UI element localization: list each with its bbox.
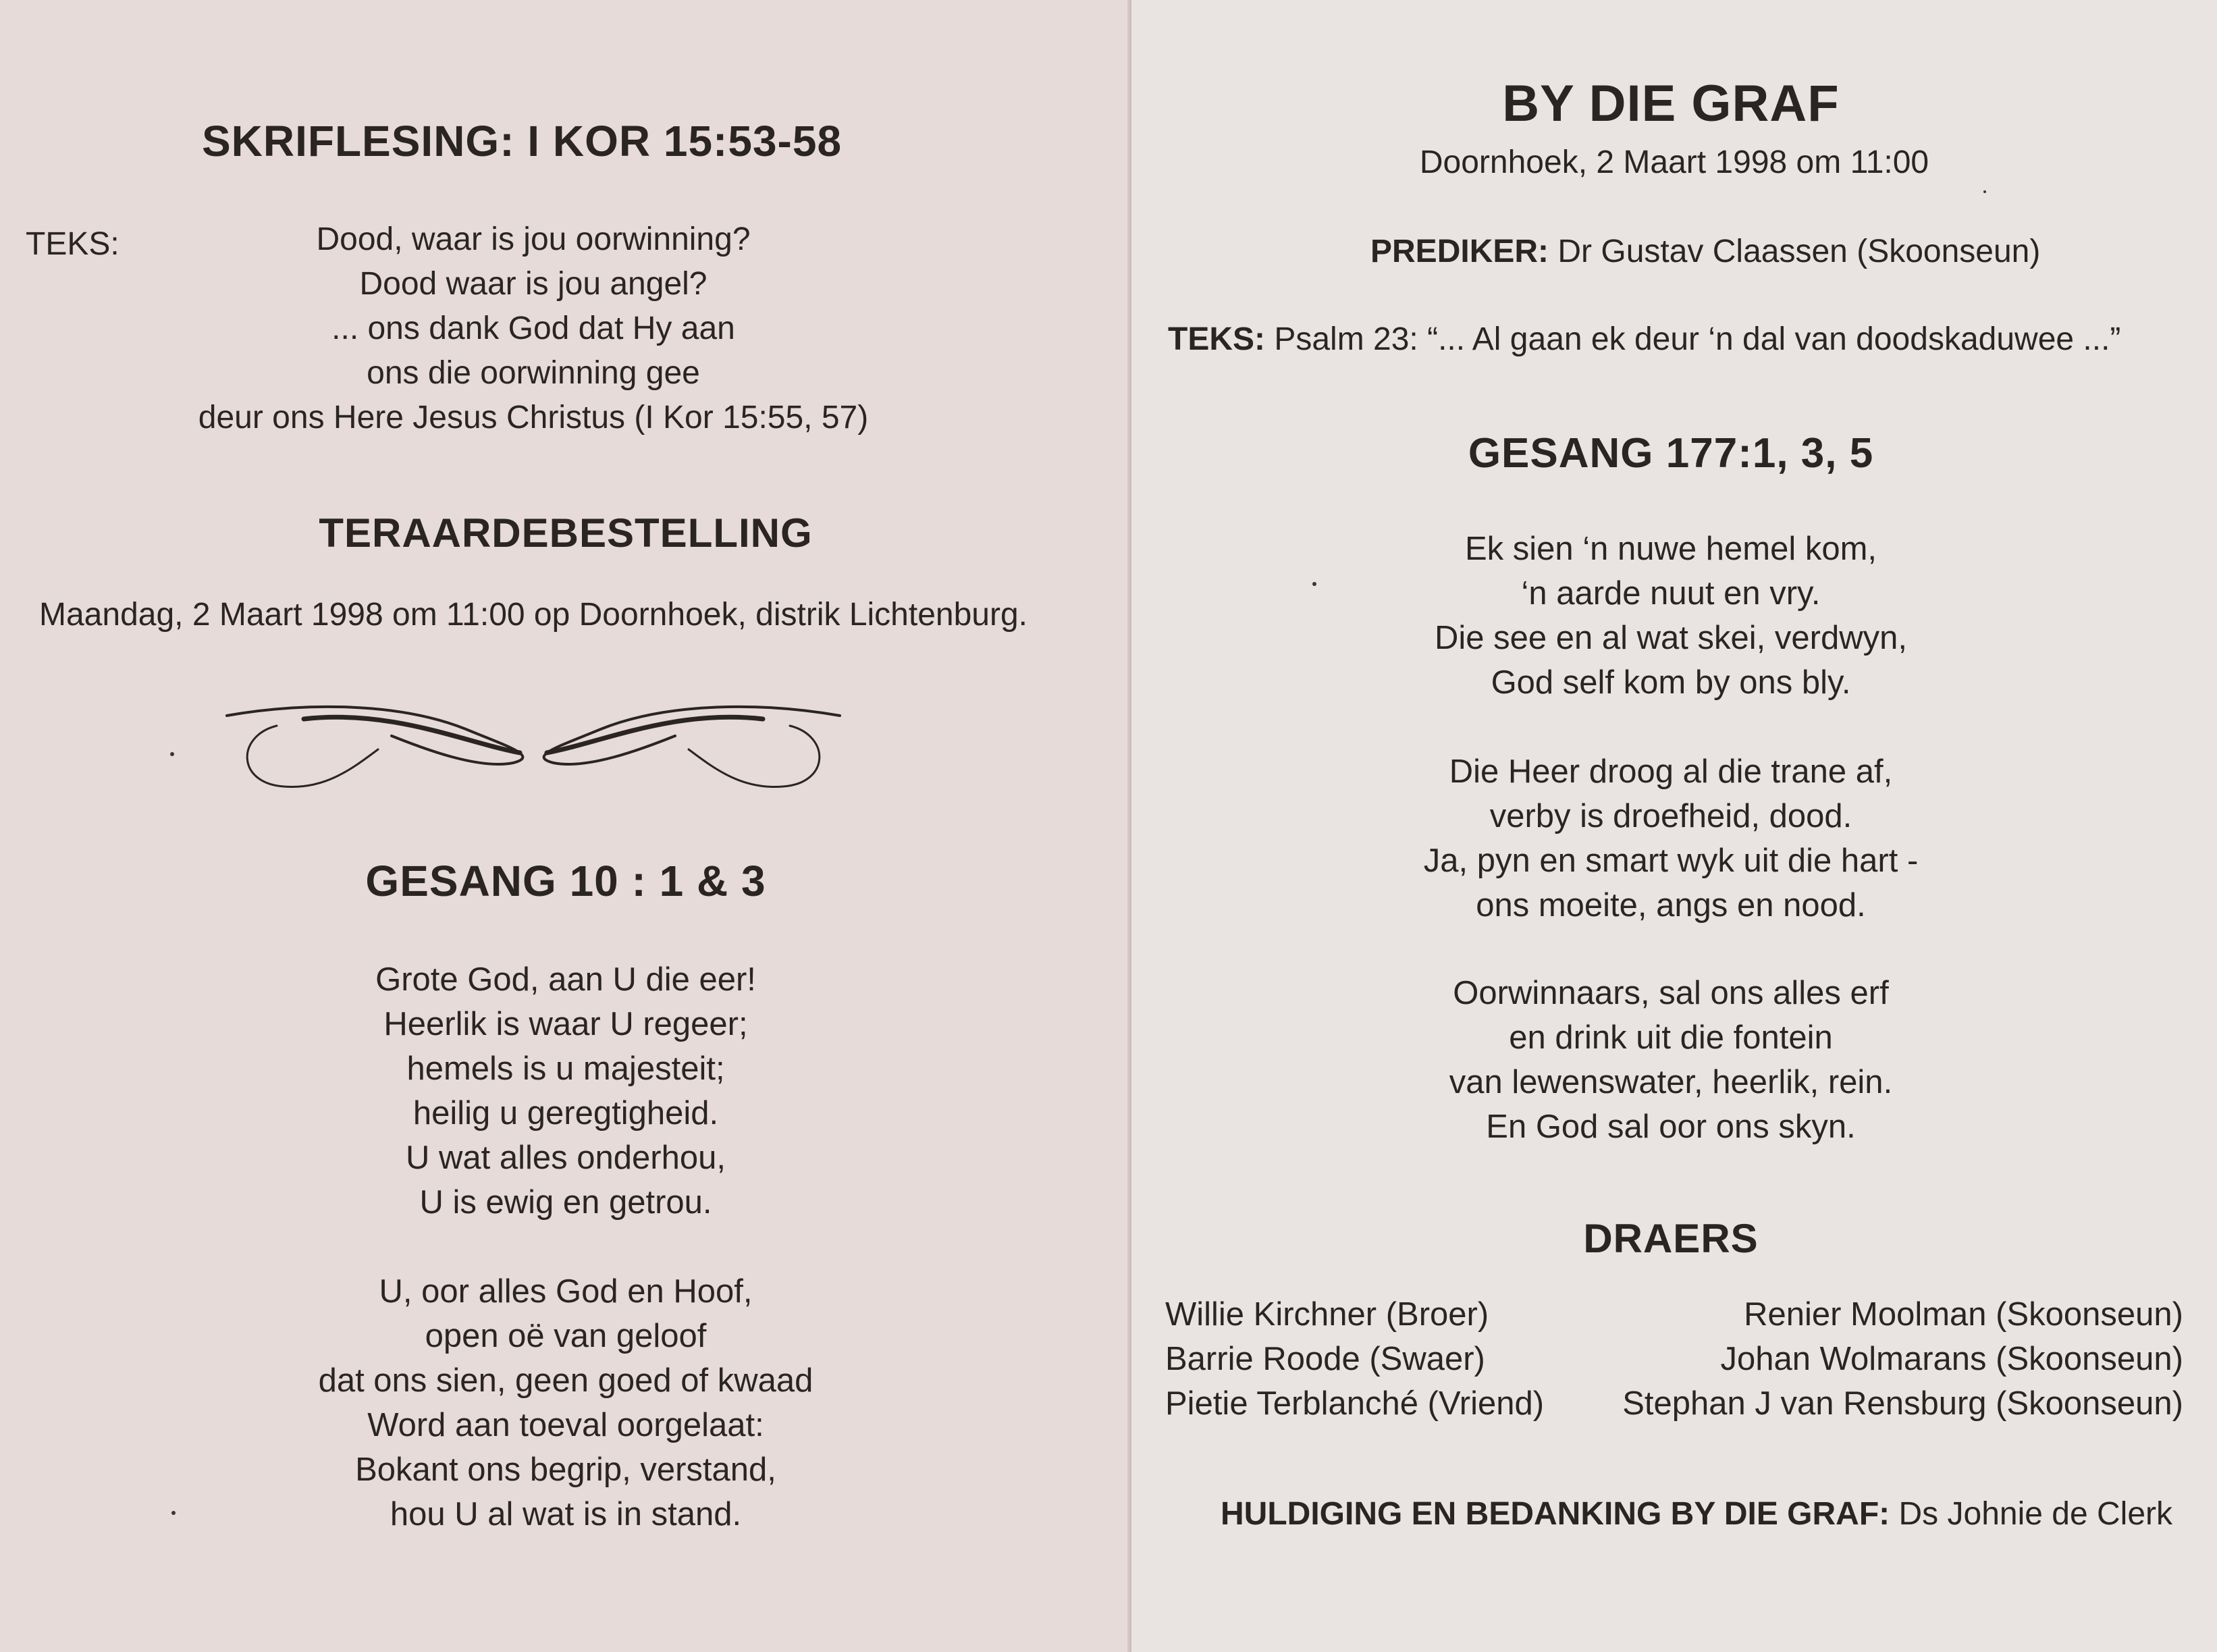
skriflesing-heading: SKRIFLESING: I KOR 15:53-58 [201,117,843,165]
verse-line: hemels is u majesteit; [406,1050,725,1087]
draers-heading: DRAERS [1583,1216,1759,1261]
teks-line: ... ons dank God dat Hy aan [331,311,735,346]
hulde-line [1221,1492,2172,1537]
verse-line: Oorwinnaars, sal ons alles erf [1453,975,1889,1011]
right-page [1131,0,2217,1652]
teks-label: TEKS: [26,226,119,262]
verse-line: U is ewig en getrou. [419,1184,712,1221]
teks-line: Dood, waar is jou oorwinning? [316,221,751,257]
verse-line: En God sal oor ons skyn. [1486,1109,1856,1145]
hulde-label: HULDIGING EN BEDANKING BY DIE GRAF: [1221,1496,1890,1532]
verse-line: Heerlik is waar U regeer; [383,1006,748,1042]
graf-heading: BY DIE GRAF [1502,75,1840,132]
verse-line: van lewenswater, heerlik, rein. [1449,1064,1893,1100]
verse-line: Ja, pyn en smart wyk uit die hart - [1423,843,1919,879]
teks-line: ons die oorwinning gee [367,355,700,391]
verse-3-right [1125,971,2217,1149]
verse-line: Bokant ons begrip, verstand, [355,1451,776,1488]
draers-left-column [1165,1292,1544,1426]
verse-line: hou U al wat is in stand. [390,1496,742,1533]
verse-1-right [1125,527,2217,705]
hulde-value: Ds Johnie de Clerk [1898,1496,2173,1532]
teraarde-text: Maandag, 2 Maart 1998 om 11:00 op Doornhoek, distrik Lichtenburg. [39,597,1027,633]
prediker-label: PREDIKER: [1370,234,1549,269]
graf-subtitle: Doornhoek, 2 Maart 1998 om 11:00 [1419,144,1929,180]
draer-name: Barrie Roode (Swaer) [1165,1341,1485,1377]
teks-line: deur ons Here Jesus Christus (I Kor 15:55, 57) [198,400,869,435]
verse-line: heilig u geregtigheid. [412,1095,719,1131]
teraarde-heading: TERAARDEBESTELLING [319,510,813,556]
verse-line: U, oor alles God en Hoof, [379,1273,753,1310]
verse-line: U wat alles onderhou, [406,1140,726,1176]
prediker-line [1370,230,2040,274]
draer-name: Renier Moolman (Skoonseun) [1744,1296,2183,1333]
draer-name: Willie Kirchner (Broer) [1165,1296,1489,1333]
paper-speck [170,752,174,756]
teks-lines [122,217,945,440]
draer-name: Pietie Terblanché (Vriend) [1165,1385,1545,1422]
verse-line: Grote God, aan U die eer! [375,961,756,998]
verse-line: dat ons sien, geen goed of kwaad [318,1362,813,1399]
verse-line: ‘n aarde nuut en vry. [1521,575,1821,612]
draers-right-column [1622,1292,2183,1426]
draer-name: Stephan J van Rensburg (Skoonseun) [1622,1385,2183,1422]
paper-speck [171,1511,176,1515]
teks-value-right: Psalm 23: “... Al gaan ek deur ‘n dal van doodskaduwee ...” [1274,321,2121,357]
verse-line: Word aan toeval oorgelaat: [367,1407,764,1443]
verse-line: Die Heer droog al die trane af, [1449,753,1893,790]
verse-line: Ek sien ‘n nuwe hemel kom, [1464,531,1877,567]
verse-2-right [1125,749,2217,928]
gesang-177-heading: GESANG 177:1, 3, 5 [1468,430,1874,477]
verse-line: verby is droefheid, dood. [1489,798,1852,834]
teks-label-right: TEKS: [1168,321,1265,357]
verse-line: ons moeite, angs en nood. [1476,887,1866,924]
teks-line: Dood waar is jou angel? [359,266,707,302]
draer-name: Johan Wolmarans (Skoonseun) [1720,1341,2183,1377]
verse-line: God self kom by ons bly. [1491,664,1851,701]
gesang-10-heading: GESANG 10 : 1 & 3 [365,857,766,905]
prediker-value: Dr Gustav Claassen (Skoonseun) [1557,234,2041,269]
teks-line-right [1168,317,2120,362]
paper-speck [1983,190,1986,193]
verse-line: Die see en al wat skei, verdwyn, [1435,620,1907,656]
verse-line: en drink uit die fontein [1509,1019,1833,1056]
verse-line: open oë van geloof [425,1318,707,1354]
flourish-ornament [223,689,844,803]
paper-speck [1312,582,1316,586]
